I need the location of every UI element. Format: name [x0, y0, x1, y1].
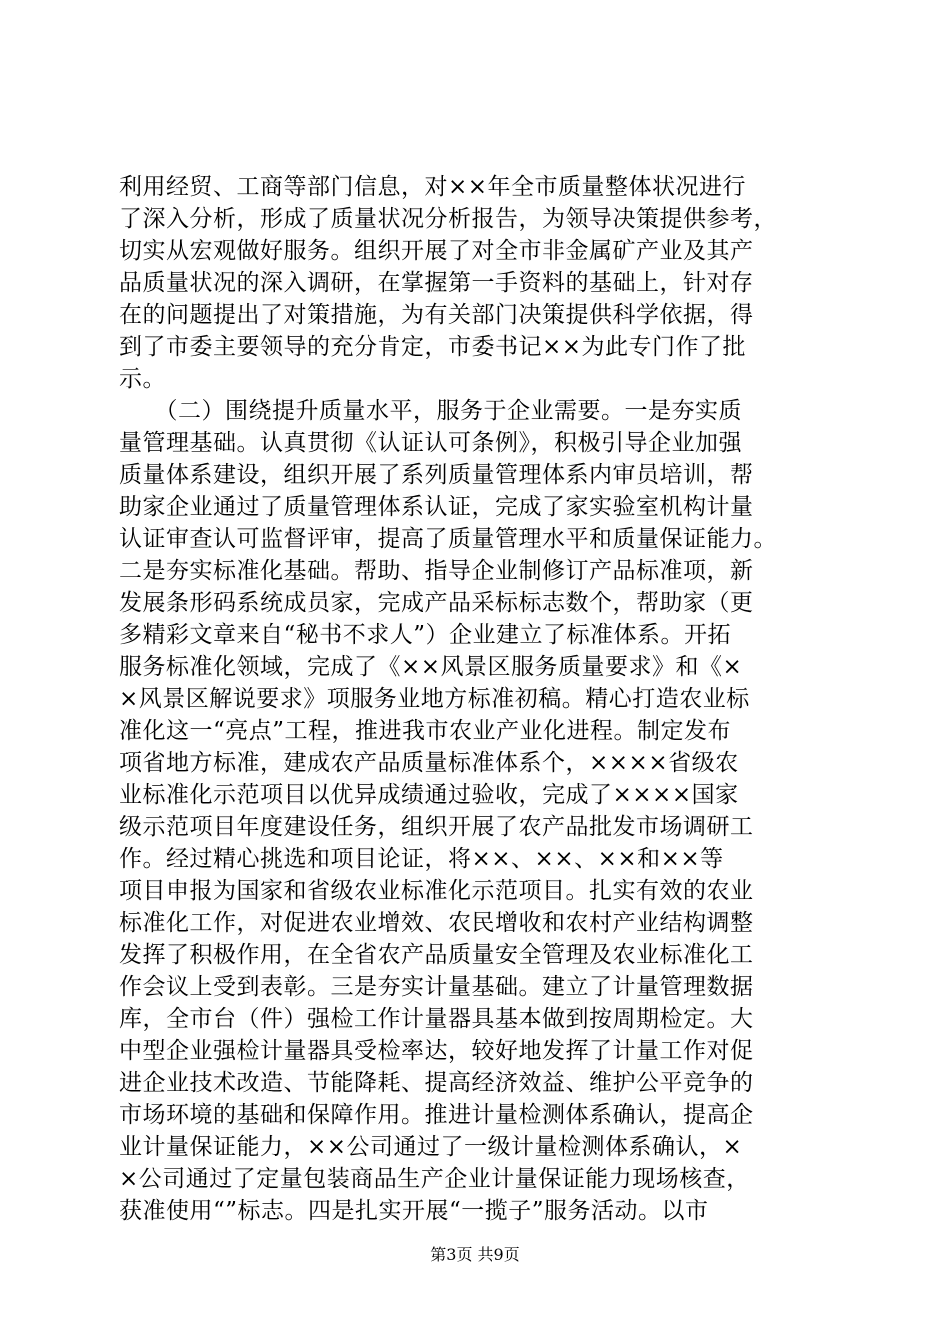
text-line: 多精彩文章来自“秘书不求人”）企业建立了标准体系。开拓 — [119, 622, 732, 648]
text-line: 利用经贸、工商等部门信息，对××年全市质量整体状况进行 — [119, 174, 747, 200]
text-line: 切实从宏观做好服务。组织开展了对全市非金属矿产业及其产 — [119, 238, 754, 264]
text-line: 标准化工作，对促进农业增效、农民增收和农村产业结构调整 — [119, 910, 754, 936]
text-line: 中型企业强检计量器具受检率达，较好地发挥了计量工作对促 — [119, 1038, 754, 1064]
text-line: 作。经过精心挑选和项目论证，将××、××、××和××等 — [119, 846, 724, 872]
text-line: 示。 — [119, 366, 166, 392]
text-line: 业计量保证能力，××公司通过了一级计量检测体系确认，× — [119, 1134, 743, 1160]
text-line: ×风景区解说要求》项服务业地方标准初稿。精心打造农业标 — [119, 686, 750, 712]
text-line: 作会议上受到表彰。三是夯实计量基础。建立了计量管理数据 — [119, 974, 754, 1000]
body-text — [119, 171, 839, 1227]
page-number-footer: 第3页 共9页 — [430, 1245, 520, 1264]
text-line: 质量体系建设，组织开展了系列质量管理体系内审员培训，帮 — [119, 462, 754, 488]
text-line: 了深入分析，形成了质量状况分析报告，为领导决策提供参考， — [119, 206, 777, 232]
text-line: 准化这一“亮点”工程，推进我市农业产业化进程。制定发布 — [119, 718, 732, 744]
text-line: 获准使用“”标志。四是扎实开展“一揽子”服务活动。以市 — [119, 1198, 709, 1224]
text-line: 服务标准化领域，完成了《××风景区服务质量要求》和《× — [119, 654, 743, 680]
text-line: 到了市委主要领导的充分肯定，市委书记××为此专门作了批 — [119, 334, 747, 360]
text-line: 进企业技术改造、节能降耗、提高经济效益、维护公平竞争的 — [119, 1070, 754, 1096]
text-line: 业标准化示范项目以优异成绩通过验收，完成了××××国家 — [119, 782, 739, 808]
text-line: 认证审查认可监督评审，提高了质量管理水平和质量保证能力。 — [119, 526, 777, 552]
text-line: 发挥了积极作用，在全省农产品质量安全管理及农业标准化工 — [119, 942, 754, 968]
text-line: 项目申报为国家和省级农业标准化示范项目。扎实有效的农业 — [119, 878, 754, 904]
text-line: 发展条形码系统成员家，完成产品采标标志数个，帮助家（更 — [119, 590, 754, 616]
text-line: 二是夯实标准化基础。帮助、指导企业制修订产品标准项，新 — [119, 558, 754, 584]
text-line: 品质量状况的深入调研，在掌握第一手资料的基础上，针对存 — [119, 270, 754, 296]
text-line: 在的问题提出了对策措施，为有关部门决策提供科学依据，得 — [119, 302, 754, 328]
text-line: （二）围绕提升质量水平，服务于企业需要。一是夯实质 — [119, 398, 742, 424]
text-line: 项省地方标准，建成农产品质量标准体系个，××××省级农 — [119, 750, 739, 776]
text-line: 级示范项目年度建设任务，组织开展了农产品批发市场调研工 — [119, 814, 754, 840]
text-line: 库，全市台（件）强检工作计量器具基本做到按周期检定。大 — [119, 1006, 754, 1032]
text-line: ×公司通过了定量包装商品生产企业计量保证能力现场核查， — [119, 1166, 750, 1192]
text-line: 助家企业通过了质量管理体系认证，完成了家实验室机构计量 — [119, 494, 754, 520]
text-line: 市场环境的基础和保障作用。推进计量检测体系确认，提高企 — [119, 1102, 754, 1128]
text-line: 量管理基础。认真贯彻《认证认可条例》，积极引导企业加强 — [119, 430, 742, 456]
